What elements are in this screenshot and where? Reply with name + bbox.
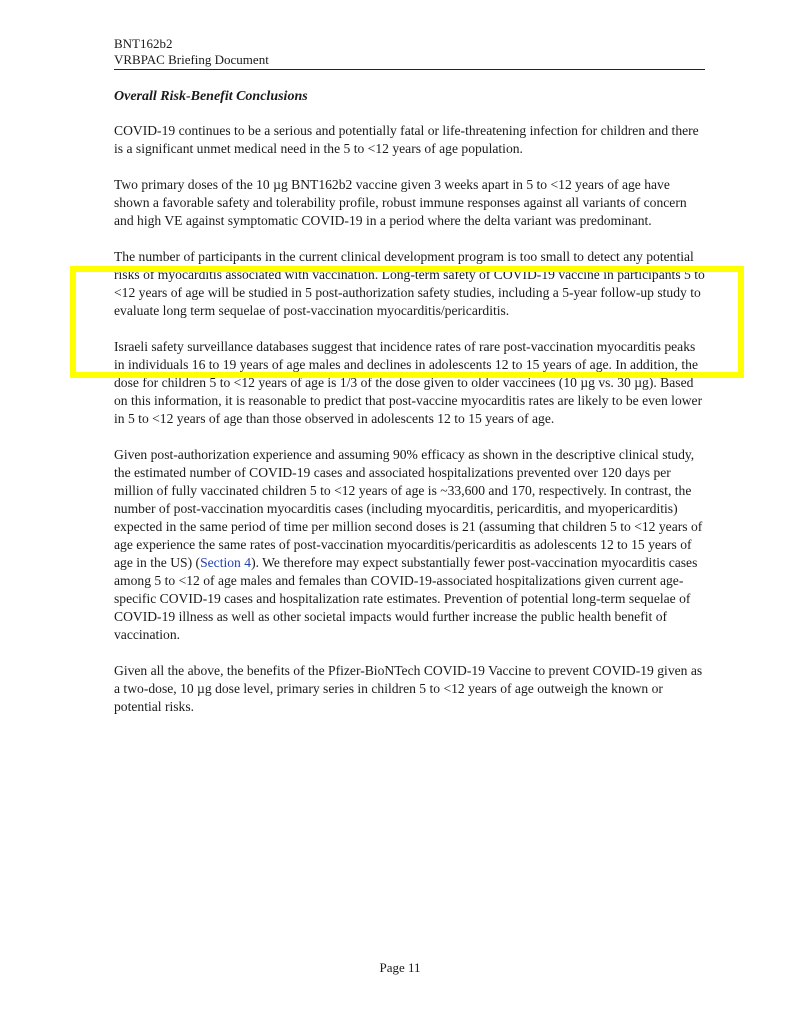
paragraph-israeli-surveillance: Israeli safety surveillance databases suggest that incidence rates of rare post-vaccination myocarditis peaks in individuals 16 to 19 years of age males and declines in adolescents 12 to 15 years of age. In addition, the dose for children 5 to <12 years of age is 1/3 of the dose given to older vaccinees (10 µg vs. 30 µg). Based on this information, it is reasonable to predict that post-vaccine myocarditis rates are likely to be even lower in 5 to <12 years of age than those observed in adolescents 12 to 15 years of age. bbox=[114, 339, 703, 426]
paragraph-text-part: Given post-authorization experience and assuming 90% efficacy as shown in the descriptive clinical study, the estimated number of COVID-19 cases and associated hospitalizations prevented over 120 days per million of fully vaccinated children 5 to <12 years of age is ~33,600 and 170, respectively. In contrast, the number of post-vaccination myocarditis cases (including myocarditis, pericarditis, and myopericarditis) expected in the same period of time per million second doses is 21 (assuming that children 5 to <12 years of age experience the same rates of post-vaccination myocarditis/pericarditis as adolescents 12 to 15 years of age in the US) ( bbox=[114, 447, 703, 570]
section-4-link[interactable]: Section 4 bbox=[200, 555, 252, 570]
page-number: Page 11 bbox=[379, 960, 421, 975]
paragraph-text-part: ). We therefore may expect substantially fewer post-vaccination myocarditis cases among 5 to <12 of age males and females than COVID-19-associated hospitalizations given current age-specific COVID-19 cases and hospitalization rate estimates. Prevention of potential long-term sequelae of COVID-19 illness as well as other societal impacts would further increase the public health benefit of vaccination. bbox=[114, 555, 698, 642]
paragraph-unmet-need: COVID-19 continues to be a serious and potentially fatal or life-threatening infection for children and there is a significant unmet medical need in the 5 to <12 years of age population. bbox=[114, 123, 699, 156]
paragraph-conclusion: Given all the above, the benefits of the Pfizer-BioNTech COVID-19 Vaccine to prevent COVID-19 given as a two-dose, 10 µg dose level, primary series in children 5 to <12 years of age outweigh the known or potential risks. bbox=[114, 663, 703, 714]
document-header bbox=[114, 36, 269, 68]
paragraph-benefit-estimate bbox=[114, 446, 706, 644]
section-heading: Overall Risk-Benefit Conclusions bbox=[114, 89, 308, 104]
header-divider bbox=[114, 69, 705, 70]
document-id: BNT162b2 bbox=[114, 36, 173, 51]
paragraph-safety-profile: Two primary doses of the 10 µg BNT162b2 vaccine given 3 weeks apart in 5 to <12 years of age have shown a favorable safety and tolerability profile, robust immune responses against all variants of concern and high VE against symptomatic COVID-19 in a period where the delta variant was predominant. bbox=[114, 177, 687, 228]
page-body bbox=[114, 88, 706, 734]
document-title: VRBPAC Briefing Document bbox=[114, 52, 269, 67]
paragraph-myocarditis-risk: The number of participants in the current clinical development program is too small to detect any potential risks of myocarditis associated with vaccination. Long-term safety of COVID-19 vaccine in participants 5 to <12 years of age will be studied in 5 post-authorization safety studies, including a 5-year follow-up study to evaluate long term sequelae of post-vaccination myocarditis/pericarditis. bbox=[114, 249, 705, 318]
